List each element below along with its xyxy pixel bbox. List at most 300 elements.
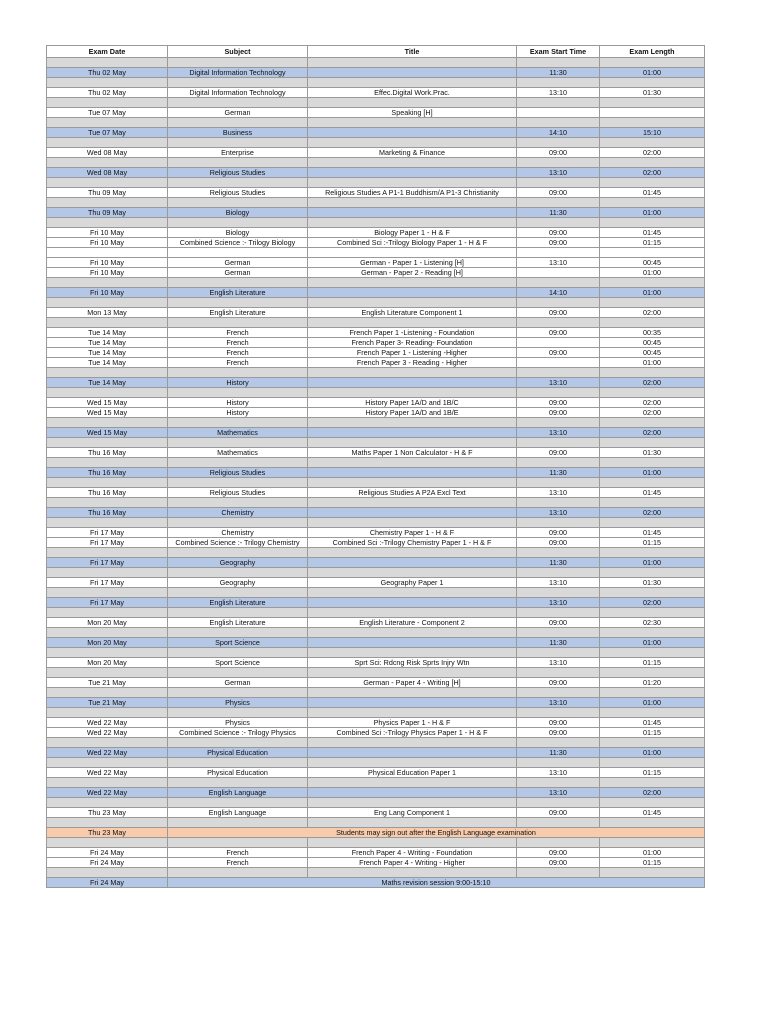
- length-cell: 02:00: [600, 378, 705, 388]
- header-exam-start-time: Exam Start Time: [517, 46, 600, 58]
- spacer-cell: [308, 178, 517, 188]
- spacer-cell: [47, 458, 168, 468]
- subject-cell: Physics: [168, 698, 308, 708]
- spacer-row: [47, 198, 705, 208]
- exam-row: [47, 678, 705, 688]
- spacer-cell: [600, 158, 705, 168]
- start-time-cell: 13:10: [517, 258, 600, 268]
- subject-block-row: [47, 748, 705, 758]
- length-cell: 02:00: [600, 308, 705, 318]
- spacer-cell: [47, 818, 168, 828]
- spacer-cell: [168, 58, 308, 68]
- start-time-cell: [517, 268, 600, 278]
- exam-row: [47, 338, 705, 348]
- subject-cell: French: [168, 858, 308, 868]
- spacer-cell: [168, 478, 308, 488]
- start-time-cell: 13:10: [517, 578, 600, 588]
- subject-cell: Physical Education: [168, 748, 308, 758]
- subject-cell: English Literature: [168, 288, 308, 298]
- title-cell: [308, 748, 517, 758]
- spacer-cell: [308, 818, 517, 828]
- title-cell: [308, 638, 517, 648]
- length-cell: 01:15: [600, 658, 705, 668]
- spacer-row: [47, 158, 705, 168]
- exam-date-cell: Wed 15 May: [47, 398, 168, 408]
- length-cell: 01:45: [600, 528, 705, 538]
- subject-cell: German: [168, 258, 308, 268]
- spacer-cell: [308, 688, 517, 698]
- exam-date-cell: Tue 07 May: [47, 128, 168, 138]
- start-time-cell: 09:00: [517, 528, 600, 538]
- spacer-cell: [308, 778, 517, 788]
- spacer-cell: [168, 668, 308, 678]
- spacer-cell: [308, 838, 517, 848]
- title-cell: [308, 558, 517, 568]
- subject-cell: French: [168, 328, 308, 338]
- exam-date-cell: Fri 17 May: [47, 598, 168, 608]
- spacer-row: [47, 458, 705, 468]
- spacer-cell: [600, 818, 705, 828]
- start-time-cell: 09:00: [517, 848, 600, 858]
- spacer-cell: [600, 248, 705, 258]
- spacer-cell: [600, 438, 705, 448]
- spacer-cell: [308, 278, 517, 288]
- start-time-cell: 11:30: [517, 68, 600, 78]
- start-time-cell: 13:10: [517, 698, 600, 708]
- notice-row: [47, 878, 705, 888]
- subject-cell: History: [168, 378, 308, 388]
- exam-row: [47, 258, 705, 268]
- spacer-row: [47, 648, 705, 658]
- spacer-cell: [600, 218, 705, 228]
- exam-date-cell: Thu 23 May: [47, 828, 168, 838]
- length-cell: 01:00: [600, 288, 705, 298]
- subject-cell: Enterprise: [168, 148, 308, 158]
- length-cell: 01:15: [600, 238, 705, 248]
- length-cell: 01:45: [600, 718, 705, 728]
- spacer-cell: [168, 98, 308, 108]
- spacer-cell: [168, 368, 308, 378]
- spacer-row: [47, 818, 705, 828]
- spacer-cell: [517, 838, 600, 848]
- length-cell: 01:45: [600, 188, 705, 198]
- spacer-cell: [168, 218, 308, 228]
- spacer-cell: [168, 588, 308, 598]
- spacer-cell: [517, 118, 600, 128]
- start-time-cell: [517, 358, 600, 368]
- exam-date-cell: Mon 20 May: [47, 618, 168, 628]
- spacer-cell: [308, 738, 517, 748]
- spacer-row: [47, 838, 705, 848]
- spacer-cell: [600, 588, 705, 598]
- spacer-cell: [47, 78, 168, 88]
- exam-date-cell: Tue 14 May: [47, 348, 168, 358]
- title-cell: Religious Studies A P1-1 Buddhism/A P1-3 Christianity: [308, 188, 517, 198]
- title-cell: German - Paper 4 - Writing [H]: [308, 678, 517, 688]
- spacer-cell: [47, 478, 168, 488]
- title-cell: Combined Sci :-Trilogy Physics Paper 1 - H & F: [308, 728, 517, 738]
- spacer-cell: [168, 548, 308, 558]
- subject-cell: Religious Studies: [168, 168, 308, 178]
- exam-date-cell: Fri 10 May: [47, 288, 168, 298]
- spacer-cell: [600, 628, 705, 638]
- title-cell: Biology Paper 1 - H & F: [308, 228, 517, 238]
- spacer-cell: [600, 608, 705, 618]
- exam-date-cell: Fri 24 May: [47, 848, 168, 858]
- exam-row: [47, 618, 705, 628]
- exam-date-cell: Tue 21 May: [47, 698, 168, 708]
- title-cell: [308, 468, 517, 478]
- subject-cell: Religious Studies: [168, 188, 308, 198]
- spacer-row: [47, 318, 705, 328]
- spacer-cell: [600, 138, 705, 148]
- start-time-cell: [517, 108, 600, 118]
- exam-date-cell: Thu 16 May: [47, 488, 168, 498]
- spacer-row: [47, 798, 705, 808]
- start-time-cell: 09:00: [517, 398, 600, 408]
- exam-row: [47, 328, 705, 338]
- length-cell: 15:10: [600, 128, 705, 138]
- spacer-row: [47, 548, 705, 558]
- subject-cell: Geography: [168, 578, 308, 588]
- length-cell: 02:00: [600, 788, 705, 798]
- title-cell: German - Paper 2 - Reading [H]: [308, 268, 517, 278]
- subject-block-row: [47, 208, 705, 218]
- spacer-row: [47, 388, 705, 398]
- subject-cell: History: [168, 408, 308, 418]
- title-cell: [308, 698, 517, 708]
- start-time-cell: 11:30: [517, 468, 600, 478]
- start-time-cell: 09:00: [517, 858, 600, 868]
- exam-row: [47, 358, 705, 368]
- spacer-cell: [47, 158, 168, 168]
- title-cell: Physical Education Paper 1: [308, 768, 517, 778]
- spacer-cell: [600, 298, 705, 308]
- subject-block-row: [47, 128, 705, 138]
- spacer-cell: [517, 588, 600, 598]
- spacer-cell: [517, 138, 600, 148]
- title-cell: Geography Paper 1: [308, 578, 517, 588]
- subject-block-row: [47, 68, 705, 78]
- spacer-cell: [168, 198, 308, 208]
- exam-row: [47, 538, 705, 548]
- spacer-cell: [517, 98, 600, 108]
- start-time-cell: 13:10: [517, 508, 600, 518]
- subject-cell: Biology: [168, 208, 308, 218]
- spacer-cell: [517, 648, 600, 658]
- exam-date-cell: Wed 15 May: [47, 408, 168, 418]
- spacer-row: [47, 438, 705, 448]
- start-time-cell: 11:30: [517, 638, 600, 648]
- length-cell: 02:00: [600, 148, 705, 158]
- spacer-cell: [47, 438, 168, 448]
- length-cell: 02:00: [600, 398, 705, 408]
- start-time-cell: 13:10: [517, 88, 600, 98]
- spacer-cell: [168, 648, 308, 658]
- spacer-cell: [47, 318, 168, 328]
- spacer-cell: [600, 708, 705, 718]
- exam-row: [47, 308, 705, 318]
- start-time-cell: 13:10: [517, 598, 600, 608]
- length-cell: 01:15: [600, 538, 705, 548]
- subject-block-row: [47, 698, 705, 708]
- spacer-cell: [600, 518, 705, 528]
- exam-row: [47, 578, 705, 588]
- start-time-cell: 09:00: [517, 188, 600, 198]
- spacer-cell: [47, 778, 168, 788]
- subject-cell: German: [168, 268, 308, 278]
- start-time-cell: 14:10: [517, 128, 600, 138]
- spacer-cell: [517, 608, 600, 618]
- subject-cell: French: [168, 848, 308, 858]
- spacer-cell: [47, 418, 168, 428]
- subject-block-row: [47, 468, 705, 478]
- start-time-cell: 13:10: [517, 768, 600, 778]
- spacer-cell: [517, 628, 600, 638]
- exam-date-cell: Tue 14 May: [47, 358, 168, 368]
- start-time-cell: 13:10: [517, 378, 600, 388]
- start-time-cell: 09:00: [517, 328, 600, 338]
- length-cell: 01:20: [600, 678, 705, 688]
- length-cell: 02:00: [600, 408, 705, 418]
- subject-cell: Chemistry: [168, 528, 308, 538]
- spacer-cell: [308, 588, 517, 598]
- title-cell: Marketing & Finance: [308, 148, 517, 158]
- spacer-cell: [517, 78, 600, 88]
- spacer-cell: [517, 418, 600, 428]
- spacer-row: [47, 248, 705, 258]
- timetable-body: [47, 58, 705, 888]
- spacer-cell: [600, 798, 705, 808]
- spacer-cell: [47, 548, 168, 558]
- spacer-cell: [308, 78, 517, 88]
- length-cell: 02:00: [600, 598, 705, 608]
- exam-row: [47, 718, 705, 728]
- title-cell: History Paper 1A/D and 1B/C: [308, 398, 517, 408]
- start-time-cell: 09:00: [517, 148, 600, 158]
- spacer-cell: [168, 568, 308, 578]
- spacer-cell: [168, 118, 308, 128]
- start-time-cell: 09:00: [517, 408, 600, 418]
- spacer-cell: [308, 568, 517, 578]
- length-cell: 01:00: [600, 358, 705, 368]
- exam-date-cell: Wed 22 May: [47, 788, 168, 798]
- spacer-cell: [47, 298, 168, 308]
- spacer-cell: [308, 198, 517, 208]
- subject-cell: German: [168, 108, 308, 118]
- spacer-cell: [308, 118, 517, 128]
- spacer-cell: [47, 588, 168, 598]
- spacer-row: [47, 518, 705, 528]
- start-time-cell: 14:10: [517, 288, 600, 298]
- exam-row: [47, 808, 705, 818]
- spacer-cell: [47, 798, 168, 808]
- subject-cell: English Literature: [168, 598, 308, 608]
- subject-cell: History: [168, 398, 308, 408]
- spacer-cell: [168, 438, 308, 448]
- subject-block-row: [47, 638, 705, 648]
- title-cell: French Paper 3 - Reading - Higher: [308, 358, 517, 368]
- spacer-cell: [600, 178, 705, 188]
- exam-row: [47, 88, 705, 98]
- exam-row: [47, 148, 705, 158]
- spacer-cell: [517, 778, 600, 788]
- exam-date-cell: Mon 20 May: [47, 638, 168, 648]
- length-cell: 01:00: [600, 268, 705, 278]
- spacer-cell: [47, 668, 168, 678]
- subject-cell: English Language: [168, 788, 308, 798]
- spacer-cell: [517, 568, 600, 578]
- title-cell: Religious Studies A P2A Excl Text: [308, 488, 517, 498]
- spacer-cell: [600, 368, 705, 378]
- spacer-row: [47, 738, 705, 748]
- exam-row: [47, 448, 705, 458]
- spacer-cell: [308, 368, 517, 378]
- spacer-cell: [168, 318, 308, 328]
- spacer-cell: [168, 628, 308, 638]
- length-cell: 02:00: [600, 168, 705, 178]
- spacer-cell: [168, 418, 308, 428]
- spacer-cell: [168, 778, 308, 788]
- start-time-cell: 09:00: [517, 538, 600, 548]
- spacer-cell: [517, 868, 600, 878]
- exam-date-cell: Wed 22 May: [47, 718, 168, 728]
- spacer-cell: [600, 868, 705, 878]
- exam-date-cell: Tue 14 May: [47, 338, 168, 348]
- spacer-cell: [517, 278, 600, 288]
- spacer-cell: [308, 58, 517, 68]
- subject-cell: Mathematics: [168, 428, 308, 438]
- subject-cell: Combined Science :- Trilogy Chemistry: [168, 538, 308, 548]
- spacer-cell: [600, 478, 705, 488]
- start-time-cell: 09:00: [517, 808, 600, 818]
- spacer-cell: [600, 98, 705, 108]
- exam-row: [47, 528, 705, 538]
- length-cell: [600, 108, 705, 118]
- spacer-cell: [47, 58, 168, 68]
- spacer-cell: [47, 248, 168, 258]
- spacer-row: [47, 118, 705, 128]
- spacer-cell: [168, 688, 308, 698]
- spacer-cell: [308, 98, 517, 108]
- title-cell: Maths Paper 1 Non Calculator - H & F: [308, 448, 517, 458]
- title-cell: [308, 378, 517, 388]
- spacer-cell: [517, 388, 600, 398]
- spacer-cell: [517, 318, 600, 328]
- spacer-row: [47, 608, 705, 618]
- spacer-cell: [47, 758, 168, 768]
- length-cell: 01:45: [600, 488, 705, 498]
- header-exam-length: Exam Length: [600, 46, 705, 58]
- length-cell: 00:45: [600, 258, 705, 268]
- exam-row: [47, 268, 705, 278]
- exam-row: [47, 858, 705, 868]
- exam-row: [47, 348, 705, 358]
- length-cell: 01:00: [600, 208, 705, 218]
- exam-date-cell: Thu 16 May: [47, 468, 168, 478]
- notice-cell: Students may sign out after the English Language examination: [168, 828, 705, 838]
- spacer-cell: [600, 278, 705, 288]
- length-cell: 01:15: [600, 768, 705, 778]
- spacer-cell: [600, 198, 705, 208]
- title-cell: [308, 508, 517, 518]
- subject-block-row: [47, 168, 705, 178]
- subject-cell: Business: [168, 128, 308, 138]
- exam-date-cell: Fri 10 May: [47, 268, 168, 278]
- subject-cell: Digital Information Technology: [168, 88, 308, 98]
- spacer-cell: [308, 628, 517, 638]
- start-time-cell: 11:30: [517, 208, 600, 218]
- exam-date-cell: Fri 24 May: [47, 858, 168, 868]
- spacer-cell: [600, 548, 705, 558]
- title-cell: Speaking [H]: [308, 108, 517, 118]
- header-title: Title: [308, 46, 517, 58]
- spacer-cell: [308, 708, 517, 718]
- subject-cell: English Literature: [168, 308, 308, 318]
- exam-row: [47, 108, 705, 118]
- exam-date-cell: Thu 02 May: [47, 68, 168, 78]
- spacer-row: [47, 58, 705, 68]
- spacer-cell: [47, 518, 168, 528]
- spacer-cell: [308, 548, 517, 558]
- exam-date-cell: Fri 17 May: [47, 558, 168, 568]
- subject-block-row: [47, 788, 705, 798]
- subject-cell: Digital Information Technology: [168, 68, 308, 78]
- exam-timetable: [46, 45, 705, 888]
- subject-cell: Geography: [168, 558, 308, 568]
- spacer-cell: [168, 608, 308, 618]
- exam-row: [47, 768, 705, 778]
- spacer-cell: [600, 568, 705, 578]
- exam-date-cell: Thu 09 May: [47, 188, 168, 198]
- title-cell: French Paper 1 - Listening -Higher: [308, 348, 517, 358]
- start-time-cell: 09:00: [517, 718, 600, 728]
- spacer-cell: [517, 458, 600, 468]
- spacer-cell: [168, 78, 308, 88]
- title-cell: [308, 208, 517, 218]
- start-time-cell: 11:30: [517, 748, 600, 758]
- length-cell: 01:00: [600, 558, 705, 568]
- spacer-cell: [600, 388, 705, 398]
- spacer-cell: [308, 668, 517, 678]
- exam-date-cell: Thu 02 May: [47, 88, 168, 98]
- subject-cell: Sport Science: [168, 658, 308, 668]
- exam-date-cell: Fri 17 May: [47, 578, 168, 588]
- length-cell: 00:45: [600, 338, 705, 348]
- length-cell: 01:45: [600, 808, 705, 818]
- spacer-cell: [168, 138, 308, 148]
- title-cell: German - Paper 1 - Listening [H]: [308, 258, 517, 268]
- subject-cell: Religious Studies: [168, 488, 308, 498]
- start-time-cell: 09:00: [517, 238, 600, 248]
- spacer-cell: [600, 58, 705, 68]
- spacer-row: [47, 628, 705, 638]
- spacer-cell: [47, 648, 168, 658]
- spacer-cell: [47, 278, 168, 288]
- start-time-cell: 09:00: [517, 678, 600, 688]
- spacer-cell: [517, 198, 600, 208]
- header-subject: Subject: [168, 46, 308, 58]
- subject-cell: Chemistry: [168, 508, 308, 518]
- exam-row: [47, 188, 705, 198]
- spacer-cell: [168, 458, 308, 468]
- subject-cell: Mathematics: [168, 448, 308, 458]
- spacer-row: [47, 668, 705, 678]
- spacer-cell: [517, 178, 600, 188]
- start-time-cell: [517, 338, 600, 348]
- spacer-cell: [168, 248, 308, 258]
- exam-date-cell: Wed 22 May: [47, 728, 168, 738]
